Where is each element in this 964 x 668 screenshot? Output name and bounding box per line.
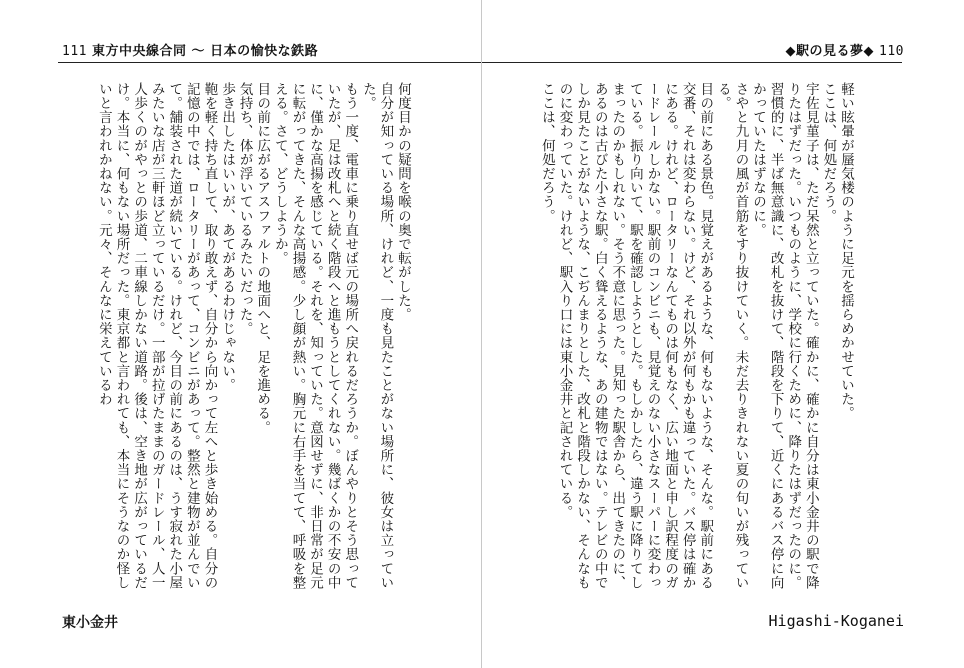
left-page-number: 111 [62,44,87,59]
right-page-number: 110 [879,44,904,59]
left-paragraph-1: 何度目かの疑問を喉の奥で転がした。 [395,82,411,322]
left-body-text [81,82,411,602]
left-paragraph-7: 鞄を軽く持ち直して、取り敢えず、自分から向かって左へと歩き始める。自分の記憶の中では、ロータリーがあって、コンビニがあって。整然と建物が並んでいて。舗装された道が続いている。けれど、今目の前にあるのは、うす寂れた小屋みたいな店が三軒ほど立っているだけ。一部が拉げたままのガードレール、人一人歩くのがやっとの歩道、二車線しかない道路。後は、空き地が広がっているだけ。本当に、何もない場所だった。東京都と言われても、本当にそうなのか怪しいと言われかねない。元々、そんなに栄えているわ [95,82,218,590]
left-header-rule [58,62,481,63]
right-paragraph-3: 宇佐見菫子は、ただ呆然と立っていた。確かに、確かに自分は東小金井の駅で降りたはずだった。いつものように、学校に行くために、降りたはずだったのに。習慣的に、半ば無意識に、改札を抜けて、階段を下りて、近くにあるバス停に向かっていたはずなのに。 [750,82,819,590]
right-page [482,0,964,668]
left-paragraph-4: 目の前に広がるアスファルトの地面へと、足を進める。 [254,82,271,435]
right-paragraph-1: 軽い眩暈が蜃気楼のように足元を揺らめかせていた。 [838,82,854,421]
right-paragraph-6: ここは、何処だろう。 [538,82,555,223]
left-paragraph-6: 歩き出したはいいが、あてがあるわけじゃない。 [219,82,236,393]
right-footer-label: Higashi-Koganei [768,612,904,630]
right-page-header [785,40,904,59]
right-body-text [538,82,854,602]
right-running-title: ◆駅の見る夢◆ [785,44,874,59]
left-page-header [62,40,318,59]
left-paragraph-5: 気持ち、体が浮いているみたいだった。 [236,82,253,336]
right-paragraph-2: ここは、何処だろう。 [820,82,837,223]
right-header-rule [482,62,902,63]
right-paragraph-4: さやと九月の風が首筋をすり抜けていく。未だ去りきれない夏の句いが残っている。 [714,82,749,590]
left-paragraph-2: 自分が知っている場所、けれど、一度も見たことがない場所に、彼女は立っていた。 [359,82,394,590]
right-paragraph-5: 目の前にある景色。見覚えがあるような、何もないような、そんな。駅前にある交番、それは変わらない。けど、それ以外が何もかも違っていた。バス停は確かにある。けれど、ロータリーなんてものは何もなく、広い地面と申し訳程度のガードレールしかない。駅前のコンビニも、見覚えのない小さなスーパーに変わっている。振り向いて、駅を確認しようとした。もしかしたら、違う駅に降りてしまったのかもしれない。そう不意に思った。見知った駅舎から、出てきたのに、あるのは古びた小さな駅。白く聳えるような、あの建物ではない。テレビの中でしか見たことがないような、こぢんまりとした、改札と階段しかない、そんなものに変わっていた。けれど、駅入り口には東小金井と記されている。 [556,82,714,590]
left-footer-label: 東小金井 [62,615,118,631]
left-running-title: 東方中央線合同 〜 日本の愉快な鉄路 [92,44,319,59]
left-page [0,0,481,668]
left-paragraph-3: もう一度、電車に乗り直せば元の場所へ戻れるだろうか。ぼんやりとそう思っていたが、足は改札へと続く階段へと進もうとしてくれない。幾ばくかの不安の中に、僅かな高揚を感じている。それを、知っていた。意図せずに、非日常が足元に転がってきた、そんな高揚感。少し顔が熱い。胸元に右手を当てて、呼吸を整える。さて、どうしようか。 [271,82,359,590]
